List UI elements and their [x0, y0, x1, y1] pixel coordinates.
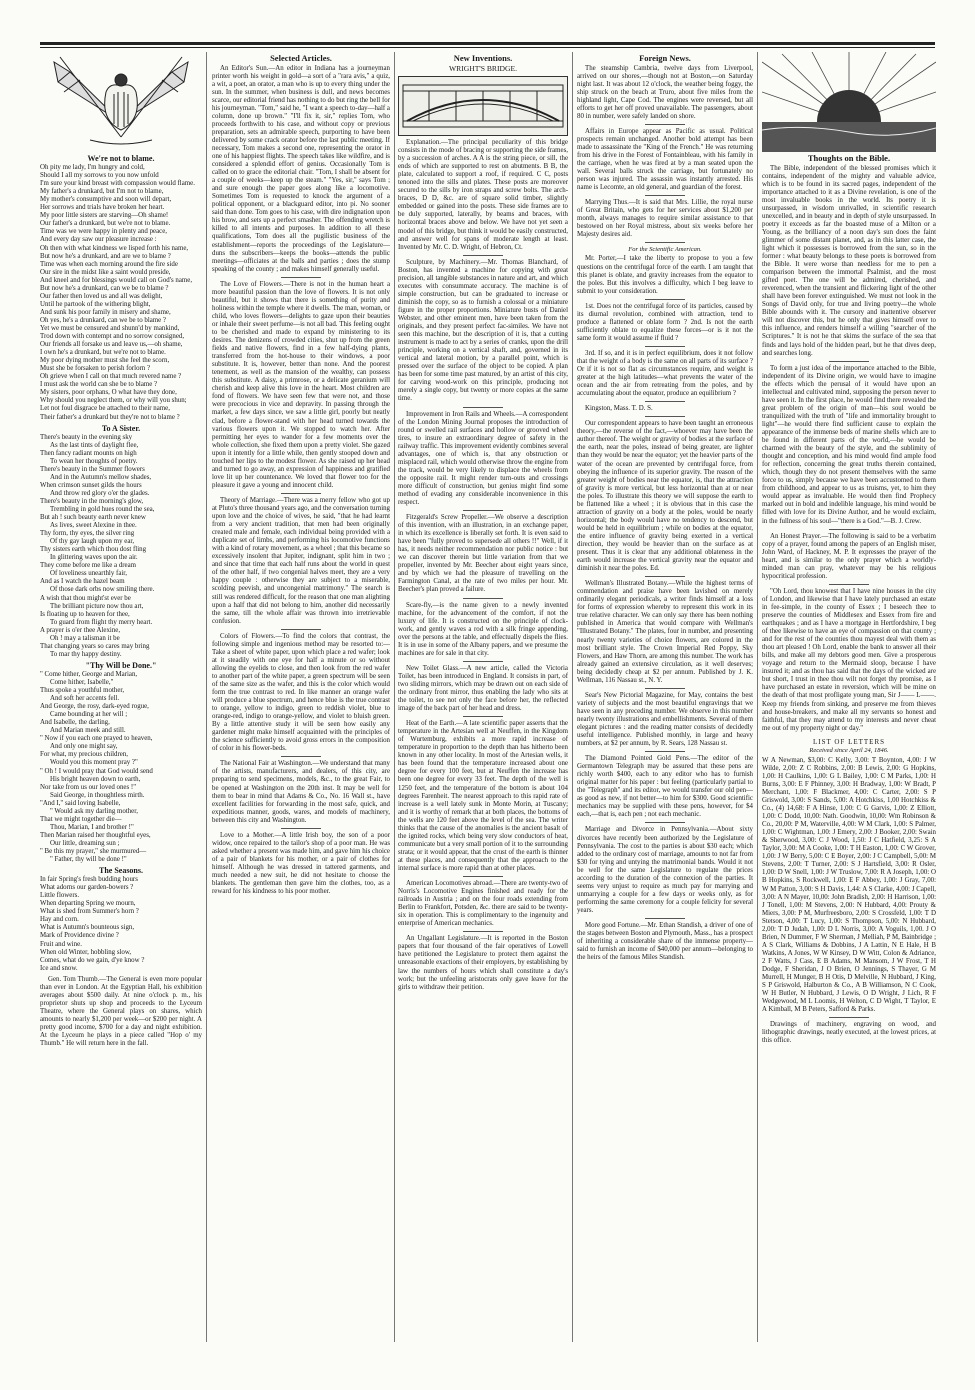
article-paragraph: An Ungallant Legislature.—It is reported in the Boston papers that four thousand of the fair operatives of Lowell have petitioned the Legislature to protect them against the unreasonable exactions of their employers, by establishing by law the numbers of hours which shall constitute a day's work; but the unfeeling aristocrats only gave leave for the girls to withdraw their petition. [398, 935, 568, 991]
article-paragraph: American Locomotives abroad.—There are twenty-two of Norris's Locomotive Engines finished and ready for the railroads in Austria ; and on the four roads extending from Berlin to Frankfort, Potsden, &c. there are said to be twenty-six in operation. This is complimentary to the ingenuity and enterprise of American mechanics. [398, 880, 568, 928]
poem-line: Came bounding at her will ; [50, 711, 128, 719]
poem-body [40, 876, 202, 973]
letter-paragraph: Kingston, Mass. T. D. S. [585, 405, 653, 413]
letter-body [577, 255, 753, 573]
poem-line: In fair Spring's fresh budding hours [40, 876, 138, 884]
poem-line: Comes, what do we gain, d'ye know ? [40, 956, 145, 964]
poem-title: We're not to blame. [87, 154, 155, 163]
poem-line: I own he's a drunkard, but we're not to blame. [40, 349, 166, 357]
poem-line: Oh grieve when I call on that much revered name ? [40, 373, 182, 381]
article-paragraph: Theory of Marriage.—There was a merry fellow who got up at Pluto's three thousand years ago, and the conversation turning upon love and the choice of wives, he said, "that he had learnt from a very ancient tradition, that men had been originally created male and female, each individual being provided with a duplicate set of limbs, and performing his locomotive functions with a kind of rotary movement, as a wheel ; that this became so excessively insolent that Jupiter, indignant, split him in two ; and since that time that each half runs about the world in quest of the other half, if two congenial halves meet, they are a very happy couple : otherwise they are subject to a miserable, scolding peevish, and uncongenial matrimony." The search is still was rendered difficult, for the reason that one man alighting upon a half that did not belong to him, another did necessarily the same, till the whole affair was thrown into irretrievable confusion. [212, 496, 390, 625]
poem-line: Time was we were happy in plenty and peace, [40, 228, 167, 236]
poem-line: Thou, Marian, I and brother !" [50, 823, 134, 831]
poem-body [40, 434, 202, 659]
article-paragraph: More good Fortune.—Mr. Ethan Standish, a driver of one of the stages between Boston and Plymouth, Mass., has a prospect of inheriting a considerable share of the immense property—said to furnish an income of $40,000 per annum—belonging to the heirs of the famous Miles Standish. [577, 922, 753, 962]
separator [281, 828, 321, 829]
poem-line: My mother's consumptive and soon will depart, [40, 196, 172, 204]
article-list [577, 580, 753, 962]
article-paragraph: Explanation.—The principal peculiarity of this bridge consists in the mode of bracing or supporting the side frames, by a succession of arches. A A is the string piece, or sill, the ends of which are supported to rest on abutments. B B, the plate, calculated to support a roof, if required. C C, posts tenoned into the sills and plates. These posts are moreover secured to the sills by iron straps and screw bolts. The arch-braces, D D, &c. are of square solid timber, slightly embedded or gained into the posts. These side frames are to be duly supported, laterally, by beams and braces, with horizontal braces above and below. We have not yet seen a model of this bridge, but think it would be easily constructed, and answer well for spans of moderate length at least. Invented by Mr. C. D. Wright, of Hebron, Ct. [398, 139, 568, 251]
poem-line: I must ask the world can she be to blame ? [40, 381, 158, 389]
separator [645, 688, 685, 689]
letter-paragraph: Our correspondent appears to have been taught an erroneous theory,—the reverse of the fact,—whoever may have been the author thereof. The weight or gravity of bodies at the surface of the earth, near the poles, instead of being greater, are lighter than they would be near the equator; yet the heavier parts of the water of the ocean are prevented by centrifugal force, from obeying the influence of its superior gravity. The reason of the greater weight of bodies near the equator, is, that the attraction of gravity is more vertical, but less horizontal than at or near the poles. To illustrate this theory we will suppose the earth to be flattened like a wheel ; it is obvious that in this case the attraction of gravity on a body at the poles, would be nearly horizontal; the body would have no tendency to descend, but would be held in equilibrium ; while on bodies at the equator, the entire influence of gravity being exerted in a vertical direction, they would be heavier than on the surface as at present. Thus it is clear that any additional oblateness in the earth would increase the vertical gravity near the equator and diminish it near the poles. Ed. [577, 420, 753, 573]
letters-list-title: LIST OF LETTERS [812, 737, 886, 746]
poem-line: Is floating up to heaven for thee, [40, 610, 130, 618]
column-divider [394, 52, 395, 1342]
section-heading: Foreign News. [639, 53, 691, 63]
poem-line: Ice and snow. [40, 964, 78, 972]
separator [281, 277, 321, 278]
article-paragraph: Marriage and Divorce in Pennsylvania.—About sixty divorces have recently been authorized by the Legislature of Pennsylvania. The cost to the parties is about $30 each; which added to the ordinary cost of marriage, amounts to not far from $30 for tying and untying the matrimonial bands. Would it not be well for the same Legislature to regulate the prices according to the duration of the connexion of the parties. It seems very unjust to require as much pay for marrying and unmarrying a couple for a few days or weeks only, as for performing the same ceremony for a couple felicity for several years. [577, 826, 753, 914]
poem-line: But now he's a drunkard, and are we to blame ? [40, 252, 171, 260]
separator [281, 629, 321, 630]
poem-line: A wish that thou might'st ever be [40, 594, 131, 602]
column-new-inventions [398, 52, 568, 1327]
separator [463, 716, 503, 717]
column-divider [757, 52, 758, 1342]
poem-line: Must she be forsaken to perish forlorn ? [40, 365, 151, 373]
separator [645, 195, 685, 196]
article-paragraph: An Editor's Sun.—An editor in Indiana has a journeyman printer worth his weight in gold—a sort of a "rara avis," a quiz, a wit, a poet, an orator, a man who is up to every thing under the sun. In the summer, when business is dull, and news becomes scarce, our editorial friend has nothing to do but ring the bell for his journeyman. "Tom," said he, "I want a speech to-day—half a column, done up brown." "I'll fix it, sir," replies Tom, who proceeds forthwith to his case, and without copy or previous preparation, sets an admirable speech, purporting to have been delivered by some crack orator before the last public meeting. If necessary, Tom makes a second one, representing the orator in one of his happiest flights. The speech takes like wildfire, and is considered a splendid effort of genius. Occasionally Tom is called on to grace the editorial chair. "Tom, I shall be absent for a couple of weeks—keep up the steam." "Yes, sir," says Tom ; and sure enough the paper goes along like a locomotive. Sometimes Tom is requested to knock the argument of a political opponent, or a blackguard editor, into pi. No sooner said than done. Tom goes to his case, with dire indignation upon his brow, and sets up a perfect smasher. The offending wretch is killed to all intents and purposes. In addition to all these qualifications, Tom does all the pugilistic business of the establishment—reports the proceedings of the Legislature—duns the subscribers—keeps the books—attends the public meetings—officiates at the balls and parties ; does the stump speaking of the county ; and makes himself generally useful. [212, 64, 390, 273]
poem-line: And George, the rosy, dark-eyed rogue, [40, 703, 149, 711]
office-notice: Drawings of machinery, engraving on wood, and lithographic drawings, neatly executed, at the lowest prices, at this office. [762, 1021, 936, 1045]
poem-line: As lives, sweet Alexine in thee. [50, 522, 137, 530]
poem-line: Our father's a drunkard, but we're not to blame. [40, 220, 171, 228]
separator [645, 751, 685, 752]
column-divider [572, 52, 573, 1342]
poem-line: What is shed from Summer's horn ? [40, 908, 139, 916]
poem-line: And throw red glory o'er the glades. [50, 489, 150, 497]
poem-line: Then Marian raised her thoughtful eyes, [40, 831, 151, 839]
poem-line: In glittering waves upon the air. [50, 554, 138, 562]
poem-line: Time was when each morning around the fire side [40, 260, 178, 268]
article-paragraph: The Love of Flowers.—There is not in the human heart a more beautiful passion than the love of flowers. It is not only beautiful, but it shows that there is something of purity and holiness within the temple where it dwells. The man, woman, or child, who loves flowers—delights to gaze upon their beauties or inhale their sweet perfume—is not all bad. This feeling ought to be cherished and made to expand by ministering to its desires. The denizens of crowded cities, shut up from the green fields and native flowers, find in a few half-dying plants, transferred from the hot-house to their windows, a poor substitute. It is, however, better than none. And the poorest tenement, as well as the mansion of the wealthy, can possess this substitute. A daisy, a primrose, or a delicate geranium will cherish and keep alive this love in the heart. Most children are fond of flowers. We have seen few that were not, and those were precocious in vice and depravity. In passing through the market, a few days since, we saw a little girl, poorly but neatly clad, before a flower-stand with her head turned towards the various flowers upon it. We stopped to watch her. After permitting her eyes to wander for a few moments over the whole collection, she fixed them upon a pretty violet. She gazed upon it intently for a little while, then gently stooped down and touched her lips to the modest flower. As she raised up her head and turned to go away, an expression of happiness and gratified love lit up her countenance. We loved that flower too for the pleasure it gave a young and innocent child. [212, 280, 390, 489]
poem-line: Of those dark orbs now smiling there. [50, 586, 155, 594]
article-paragraph: Wellman's Illustrated Botany.—While the highest terms of commendation and praise have been lavished on merely ordinarily elegant periodicals, a writer finds himself at a loss for forms of expression whereby to represent this work in its true relative character. We can only say there has been nothing published in America that would compare with Wellman's "Illustrated Botany." The plates, four in number, and presenting nearly twenty varieties of choice flowers, are colored in the most brilliant style. The Crown Imperial Red Poppy, Sky Flowers, and Haw Thorn, are among this number. The work has already gained an extensive circulation, as it well deserves; being decidedly cheap at $2 per annum. Published by J. K. Wellman, 116 Nassau st., N. Y. [577, 580, 753, 684]
article-paragraph: The Diamond Pointed Gold Pens.—The editor of the Germantown Telegraph may be assured that these pens are richly worth $400, each to any editor who has to furnish original matter for his paper : but feeling (particularly partial to the "Telegraph" and its editor, we would transfer our old pen—as good as new, if not better—to him for $300. Good scientific mechanics may be supplied with these pens, however, for $4 each,—that is, each pen ; not each mechanic. [577, 755, 753, 819]
letter-paragraph: Mr. Porter,—I take the liberty to propose to you a few questions on the centrifugal force of the earth. I am taught that this planet is oblate, and gravity increases from the equator to the poles. But this involves a difficulty, which I beg leave to submit to your consideration. [577, 255, 753, 295]
article-paragraph: Heat of the Earth.—A late scientific paper asserts that the temperature in the Artesian well at Neuffen, in the Kingdom of Wurtemburg, exhibits a more rapid increase of temperature in proportion to the depth than has hitherto been known in any other locality. In most of the Artesian wells, it has been found that the temperature increased about one degree for every 100 feet, but at Neuffen the increase has been one degree for every 33 feet. The depth of the well is 1250 feet, and the temperature of the bottom is about 104 degrees Farenheit. The nearest approach to this rapid rate of increase is a well lately sunk in Monte Morin, at Tuscany; and it is worthy of remark that at both places, the bottoms of the wells are 120 feet above the level of the sea. The writer thinks that the cause of the anomalies is the ancient basalt of the ignited rocks, which being very slow conductors of heat, communicate but a very small portion of it to the surrounding strata; or it would appear, that the crust of the earth is thinner at these places, and consequently that the approach to the internal surface is more rapid than at other places. [398, 720, 568, 872]
poem-line: Nor take from us our loved ones !" [40, 783, 137, 791]
poem-line: " Would ask my darling mother, [50, 807, 138, 815]
poem-line: And soft her accents fell. [50, 695, 120, 703]
poem-line: And Isabelle, the darling, [40, 719, 110, 727]
section-heading: Selected Articles. [270, 53, 332, 63]
poem-line: But now he's a drunkard, can we be to blame ? [40, 284, 169, 292]
article-paragraph: "Oh Lord, thou knowest that I have nine houses in the city of London, and likewise that I have lately purchased an estate in fee-simple, in the county of Essex ; I beseech thee to preserve the counties of Middlesex and Essex from fire and earthquakes ; and as I have a mortgage in Hertfordshire, I beg of thee likewise to have an eye of compassion on that county ; and for the rest of the counties thou mayest deal with them as thou art pleased ! Oh Lord, enable the bank to answer all their bills, and make all my debtors good men. Give a prosperous voyage and return to the Mermaid sloop, because I have insured it; and as thou has said that the days of the wicked are but short, I trust in thee thou wilt not forget thy promise, as I have purchased an estate in reversion, which will be mine on the death of that most profligate young man, Sir J—— L——. Keep my friends from sinking, and preserve me from thieves and house-breakers, and make all my servants so honest and faithful, that they may attend to my interests and never cheat me out of my property night or day." [762, 587, 936, 732]
article-tom-thumb: Gen. Tom Thumb.—The General is even more popular than ever in London. At the Egyptian Hall, his exhibition averages about $500 daily. At nine o'clock p. m., his proprietor shuts up shop and proceeds to the Lyceum Theatre, where the General plays on shares, which amounts to nearly $1,200 per week—or $200 per night. A pretty good income, $700 for a day and night exhibition. At the Lyceum he plays in a piece called "Hop o' my Thumb." He will return here in the fall. [40, 975, 202, 1048]
poem-line: A prayer is o'er thee Alexine, [40, 626, 121, 634]
poem-line: Her sorrows and trials have broken her heart. [40, 204, 165, 212]
article-paragraph: New Toilet Glass.—A new article, called the Victoria Toilet, has been introduced in England. It consists in part, of two sliding mirrors, which may be drawn out on each side of the ordinary front mirror, thus enabling the lady who sits at the toilet, to see not only the face before her, the reflected image of the back part of her head and dress. [398, 664, 568, 713]
poem-line: When crimson sunset gilds the hours [40, 481, 142, 489]
column-divider [206, 52, 207, 1342]
poem-line: When old Winter, hobbling slow, [40, 948, 132, 956]
poem-line: The brilliant picture now thou art, [50, 602, 144, 610]
poem-line: Let not foul disgrace be attached to their name, [40, 405, 170, 413]
article-paragraph: Scare-fly,—is the name given to a newly invented machine, for the advancement of the comfort, if not the luxury of life. It is constructed on the principle of clock-work, and gently waves a rod with a silk fringe appending, over the persons at the table, and effectually dispels the flies. It is in use in some of the Albany papers, and we presume the machines are for sale in that city. [398, 601, 568, 657]
poem-line: Our friends all forsake us and leave us,—oh shame, [40, 341, 183, 349]
separator [281, 493, 321, 494]
lyre-flags-emblem [40, 52, 202, 152]
poem-body [40, 164, 202, 422]
poem-line: Of loveliness unearthly fair, [50, 570, 128, 578]
poem-line: Their father's a drunkard but they're not to blame ? [40, 413, 180, 421]
poem-line: Oh ! may a talisman it be [50, 634, 120, 642]
separator [645, 918, 685, 919]
separator [463, 510, 503, 511]
article-list [212, 65, 390, 897]
separator [645, 416, 685, 417]
poem-line: And kneel and for blessings would call on God's name, [40, 276, 193, 284]
poem-line: Our little, dreaming sun ; [50, 839, 120, 847]
bridge-illustration [398, 76, 568, 136]
poem-line: " Father, thy will be done !" [50, 856, 127, 864]
poem-title: "Thy Will be Done." [85, 660, 157, 670]
article-list [762, 165, 936, 733]
article-paragraph: An Honest Prayer.—The following is said to be a verbatim copy of a prayer, found among the papers of an English miser, John Ward, of Hackney, M. P. It expresses the prayer of the heart, and is similar to the only prayer which a worldly-minded man can pray, whatever may be his religious hypocritical profession. [762, 532, 936, 580]
masthead-rule [40, 42, 935, 45]
section-subheading: WRIGHT'S BRIDGE. [448, 63, 518, 73]
letter-paragraph: 3rd. If so, and it is in perfect equilibrium, does it not follow that the weight of a body is the same on all parts of its surface ? Or if it is not so flat as circumstances require, and weight is greater at the high latitudes—what prevents the water of the ocean and the air from retreating from the poles, and by accumulating about the equator, produce an equilibrium ? [577, 349, 753, 398]
poem-line: Hay and corn. [40, 916, 79, 924]
section-heading: Thoughts on the Bible. [807, 153, 891, 163]
separator [829, 529, 869, 530]
poem-line: To wean her thoughts of poetry. [50, 457, 138, 465]
poem-body [40, 671, 202, 864]
separator [645, 242, 685, 243]
poem-line: Trembling in gold hues round the sea, [50, 506, 155, 514]
poem-line: There's beauty in the morning's glow, [40, 497, 144, 505]
article-paragraph: Sculpture, by Machinery.—Mr. Thomas Blanchard, of Boston, has invented a machine for copying with great precision, all tangible substances in nature and art, and which executes with consummate accuracy. The machine is of simple construction, but can be graduated to increase or diminish the copy, so as to furnish a colossal or a miniature figure in the proper proportions. Miniature busts of Daniel Webster, and other eminent men, have been taken from the originals, and they present perfect fac-similes. We have not seen this machine, but the description of it is, that a cutting instrument is made to act by a series of cranks, upon the drill principle, working on a vertical shaft, and, governed in its vertical and lateral motion, by a parallel point, which is pressed over the surface of the object to be copied. A plan has been for some time past matured, by an artist of this city, for carving wood-work on this principle, producing not merely a single copy, but twenty or more copies at the same time. [398, 258, 568, 403]
poem-line: Yet we must be censured and shunn'd by mankind, [40, 324, 180, 332]
poem-line: As the last tints of daylight flee, [50, 441, 139, 449]
poem-line: I'm sure your kind breast with compassion would flame. [40, 180, 195, 188]
poem-line: There's beauty in the Summer flowers [40, 465, 145, 473]
poem-line: Would you this moment pray ?" [50, 759, 138, 767]
poem-line: What adorns our garden-bowers ? [40, 884, 134, 892]
poem-line: His bright heaven down to earth, [50, 775, 141, 783]
article-paragraph: Fitzgerald's Screw Propeller.—We observe a description of this invention, with an illustration, in an exchange paper, in which its excellence is liberally set forth. It is even said to have been "fully proved to supersede all others !!" Well, if it has, it needs neither recommendation nor public notice : but we can discover therein but little variation from that we propeller, invented by Mr. Beecher about eight years since, and by which we had the pleasure of travelling on the Farmington Canal, at the rate of two miles per hour. Mr. Beecher's plan proved a failure. [398, 514, 568, 594]
poem-line: Then fancy radiant mounts on high [40, 449, 137, 457]
article-paragraph: Marrying Thus.—It is said that Mrs. Lillie, the royal nurse of Great Britain, who gets for her services about $1,200 per month, always manages to require similar assistance to that bestowed on her Royal mistress, about six weeks before her Majesty desires aid. [577, 199, 753, 239]
separator [463, 407, 503, 408]
poem-line: Come hither, Isabelle," [50, 679, 114, 686]
article-list [398, 139, 568, 992]
poem-line: To mar thy happy destiny. [50, 650, 122, 658]
column-selected-articles [212, 52, 390, 1327]
separator [645, 401, 685, 402]
poem-line: Thus spoke a youthful mother, [40, 687, 125, 695]
poem-line: Mark of Providence divine ? [40, 932, 119, 940]
letter-heading: For the Scientific American. [628, 246, 702, 254]
poem-line: Fruit and wine. [40, 940, 82, 948]
poem-line: Oh yes, he's a drunkard, can we be to blame ? [40, 316, 166, 324]
poem-line: Our sire in the midst like a saint would preside, [40, 268, 171, 276]
poem-title: The Seasons. [98, 866, 143, 876]
poem-line: And in the Autumn's mellow shades, [50, 473, 152, 481]
poem-line: My sisters, poor orphans, O what have they done, [40, 389, 177, 397]
poem-line: There's beauty in the evening sky [40, 433, 133, 441]
separator [463, 598, 503, 599]
poem-line: Oh pity me lady, I'm hungry and cold, [40, 164, 145, 172]
separator [645, 822, 685, 823]
article-paragraph: The steamship Cambria, twelve days from Liverpool, arrived on our shores,—though not at Boston,—on Saturday night last. It was about 12 o'clock, the weather being foggy, the ship struck on the beach at Truro, about five miles from the highland light, Cape Cod. The engines were reversed, but all efforts to get her off proved unavailable. The passengers, about 80 in number, were safely landed on shore. [577, 64, 753, 120]
poem-line: To guard from flight thy merry heart. [50, 618, 153, 626]
poem-line: Until he partook of the withering blight, [40, 300, 151, 308]
poem-line: When departing Spring we mourn, [40, 900, 136, 908]
article-paragraph: Colors of Flowers.—To find the colors that contrast, the following simple and ingenious method may be resorted to:—Take a sheet of white paper, upon which place a red wafer; look at it steadily with one eye for half a minute or so without allowing the eyelids to close, and then look from the red wafer to another part of the white paper, a green spectrum will be seen of the same size as the wafer, and this is the color which would form the true contrast to red. In like manner an orange wafer will produce a blue spectrum, and hence blue is the true contrast to orange, yellow to indigo, green to reddish violet, blue to orange-red, indigo to orange-yellow, and violet to bluish green. By a little attentive study it will be seen how easily any gardener might make himself acquainted with the principles of the science sufficiently to avoid gross errors in the composition of color in his flower-beds. [212, 632, 390, 753]
separator [645, 346, 685, 347]
letters-list: W A Newman, $3,00: C Kelly, 3,00: T Boynton, 4,00: J W Wilde, 2,00: Z C Robbins, 2,00: B Lewis, 2,00: G Hopkins, 1,00: H Caulkins, 1,00: G L Bailey, 1,00: C M Parks, 1,00: H Burns, 3,00: E F Phinney, 3,00: H Bradway, 1,00: W Bradt, P Merchant, 1,00: F Blackmer, 4,00: C Carter, 2,00: S P Griswold, 3,00: S Sands, 5,00: A Hotchkiss, 1,00 Hotchkiss & Co., (4) 14,68: F A Hinse, 1,00: C G Garvis, 1,00: Z Elliott, 1,00: C Dodd, 10,00: Nath. Goodwin, 10,00: Wm Robinson & Co., 20,00: P M, Waterville, 4,00: W M Clark, 1,00: S Palmer, 1,00: C Wightman, 1,00: J Emery, 2,00: J Booker, 2,00: Swain & Sherwood, 3,00: C J Wood, 1,50: J C Hatfield, 3,25: S A Taylor, 3,00: M A Cooke, 1,00: T H Easton, 1,00: C W Grover, 1,00: J W Berry, 5,00: C E Boyer, 2,00: J C Campbell, 5,00: M Stevens, 2,00: T Turner, 2,00: S J Hartsfield, 3,00: R Osler, 1,00: D W Snell, 1,00: J W Truslow, 7,00: R A Joseph, 1,00: O B Hopkins, S Rockwell, 1,00: E F Abbey, 1,00: J Gray, 7,00: W M Patton, 3,00: S H Davis, 1,44: A S Clarke, 4,00: J Capell, 3,00: A N Mayer, 10,00: John Bradish, 2,00: H Harrison, 1,00: J Tonell, 1,00: M Stevens, 2,00: N Hubbard, 4,00: Prouty & Miers, 3,00: P M, Murfreesboro, 2,00: S Crossfeld, 1,00: T D Stetson, 4,00: T Lucy, 1,00: S Thompson, 5,00: N Hubbard, 2,00: T D Judah, 1,00: D L Norris, 3,00: A Voguils, 1,00. J O Brien, N Dummer, F W Sherman, J Melliah, P M, Bainbridge ; A S Clark, Williams & Dobbins, J A Lattin, N E Hale, H B Watkins, A Jones, W W Kinsey, D W Witt, Colon & Adriance, 2 F Watts, J Cass, E B Adams, M Mansom, J W Frost, T H Dodge, F Sheridan, J O Brien, O Jennings, S Thayer, G M Murrell, H Munger, B H Otis, D Melville, N Hubbard, J King, S P Griswold, Halburton & Co., A B Williamson, N C Cook, W H Butler, N Hubbard, J Lewis, O D Wright, J Lich, R F Wedgewood, M L Loomis, H Welton, C D Wight, T Taylor, E A Kimball, M B Peters, Safford & Parks. [762, 756, 936, 1014]
separator [463, 876, 503, 877]
separator [463, 255, 503, 256]
separator [463, 931, 503, 932]
poem-line: " Now if you each one prayed to heaven, [40, 735, 153, 743]
separator [463, 661, 503, 662]
poem-line: Thy form, thy eyes, the silver ring [40, 530, 135, 538]
poem-line: My poor little sisters are starving—Oh shame! [40, 212, 169, 220]
masthead-rule-thin [40, 47, 935, 48]
article-paragraph: To form a just idea of the importance attached to the Bible, independent of its Divine origin, we would have to imagine the effects which the perusal of it would have upon an intellectual and cultivated mind, supposing the person never to have seen it. In the first place, he would find there revealed the great problem of the origin of man—his soul would be tranquilized with the truth of "life and immortality brought to light"—he would there find sufficient cause to explain the appearance of the immense beds of marine shells which are to be found in different parts of the world,—he would be charmed with the beauty of the style, and the sublimity of thought and conception, and his mind would find ample food for reflection, concerning the great truths therein contained, which, though they do not present themselves with the same force to us, simply because we have been accustomed to them from childhood, and appear to us as truisms, yet, to him they would appear as invaluable. He would then find Prophecy marked out in bold and indelible language, his mind would be filled with love for its Divine Author, and he would exclaim, in the fullness of his soul—"there is a God."—B. J. Crew. [762, 364, 936, 525]
column-bible [762, 52, 936, 1327]
column-foreign-news [577, 52, 753, 1327]
article-list [577, 65, 753, 240]
poem-line: Trod down with contempt and no sorrow consigned, [40, 333, 185, 341]
section-heading: New Inventions. [453, 53, 513, 63]
poem-line: That changing years so cares may bring [40, 642, 150, 650]
poem-line: And only one might say, [50, 743, 118, 751]
poem-line: "And I," said loving Isabelle, [40, 799, 121, 807]
article-paragraph: Love to a Mother.—A little Irish boy, the son of a poor widow, once repaired to the tailor's shop of a poor man. He was asked whether a present was made him, and gave him his choice of a pair of blankets for his mother, or a pair of clothes for himself. Although he was dressed in tattered garments, and much needed a new suit, he did not hesitate to choose the blankets. The gentleman then gave him the clothes, too, as a reward for his kindness to his poor mother. [212, 831, 390, 896]
poem-line: Thy sisters earth which thou dost fling [40, 546, 147, 554]
poem-title: To A Sister. [101, 423, 141, 433]
separator [829, 361, 869, 362]
poem-line: And sunk his poor family in misery and shame, [40, 308, 171, 316]
article-paragraph: The National Fair at Washington.—We understand that many of the artists, manufacturers, and dealers, of this city, are preparing to send specimens, models, &c., to the great Fair, to be opened at Washington on the 20th inst. It may be well for them to bear in mind that Adams & Co., No. 16 Wall st., have excellent facilities for forwarding in the most safe, quick, and expeditious manner, goods, wares, and models of machinery, between this city and Washington. [212, 760, 390, 824]
sunrise-illustration [762, 52, 936, 152]
poem-line: And Marian meek and still. [50, 727, 126, 735]
poem-line: My poor dying mother must she feel the scorn, [40, 357, 170, 365]
poem-line: " Come hither, George and Marian, [40, 670, 138, 678]
article-paragraph: Improvement in Iron Rails and Wheels.—A correspondent of the London Mining Journal proposes the introduction of round or swelled rail surfaces and hollow or grooved wheel tires, to insure an extraordinary degree of safety in the railway traffic. This improvement evidently combines several advantages, one of which is, that any obstruction or misplaced rail, which would otherwise throw the engine from the track, would be very likely to displace the wheels from the opposite rail. It might render turn-outs and crossings more difficult of construction, but genius might find some method of evading any considerable inconvenience in this respect. [398, 410, 568, 507]
poem-line: For what, my precious children, [40, 751, 129, 759]
poem-line: That we might together die— [40, 815, 122, 823]
separator [829, 584, 869, 585]
letters-list-date: Received since April 24, 1846. [809, 746, 889, 754]
poem-line: " Oh ! I would pray that God would send [40, 767, 153, 775]
article-paragraph: Affairs in Europe appear as Pacific as usual. Political prospects remain unchanged. Another bold attempt has been made to assassinate the "King of the French." He was returning from his drive in the Forest of Fontainbleau, with his family in the carriage, when he was fired at by a man seated upon the wall. Several balls struck the carriage, but fortunately no person was injured. The assassin was instantly arrested. His name is Lecomte, an old general, and guardian of the forest. [577, 127, 753, 192]
poem-line: Our father then loved us and all was delight, [40, 292, 163, 300]
poem-line: My father's a drunkard, but I'm not to blame, [40, 188, 164, 196]
separator [645, 299, 685, 300]
poem-line: Oh then with what kindness we lisped forth his name, [40, 244, 189, 252]
separator [645, 576, 685, 577]
article-paragraph: The Bible, independent of the blessed promises which it contains, independent of the mighty and valuable advice, which is to be found in its sacred pages, independent of the importance attached to it as a Divine revelation, is one of the most invaluable books in the world. Its poetry it is unsurpassed, in wisdom unrivalled, in scientific research unexcelled, and in beauty and in depth of style unsurpassed. In poetry it exceeds as far the boasted muse of a Milton or a Young, as the brilliancy of a noon day's sun does the faint glimmer of some distant planet, and, as in this latter case, the light which it possesses is borrowed from the sun, so in the former : what beauty belongs to these poets is borrowed from the Bible. It were worse than needless for me to pen a comparison between the immortal Psalmist, and the most gifted poet. The one will be admired, cherished, and reverenced, when the transient and flickering light of the other shall have been forever extinguished. We must not look in the Songs of David only, for true and living poetry—the whole Bible abounds with it. The cursory and inattentive observer will not discover this, but he only that gives himself over to this influence, and renders himself a willing "searcher of the Scriptures." It is not he that skims the surface of the sea that finds and lays hold of the hidden pearl, but he that dives deep, and searches long. [762, 164, 936, 357]
separator [829, 1017, 869, 1018]
poem-line: They come before me like a dream [40, 562, 137, 570]
poem-line: Little flowers. [40, 892, 80, 900]
poem-line: " Be this my prayer," she murmured— [40, 847, 147, 855]
letter-paragraph: 1st. Does not the centrifugal force of its particles, caused by its diurnal revolution, combined with attraction, tend to produce a flattened or oblate form ? 2nd. Is not the earth sufficiently oblate to equalize these forces—or is it not the same form it would assume if fluid ? [577, 302, 753, 342]
column-poetry [40, 52, 202, 1327]
separator [281, 756, 321, 757]
poem-line: What is Autumn's bounteous sign, [40, 924, 135, 932]
poem-line: Said George, in thoughtless mirth. [50, 791, 145, 799]
article-paragraph: Sear's New Pictorial Magazine, for May, contains the best variety of subjects and the most beautiful engravings that we have seen in any preceding number. We observe in this number nearly twenty illustrations and embellishments. Several of them elegant pictures : and the reading matter consists of decidedly useful intelligence. Published monthly, in large and heavy numbers, at $2 per annum, by R. Sears, 128 Nassau st. [577, 691, 753, 748]
poem-line: But ah ! such beauty earth never knew [40, 514, 146, 522]
poem-line: Of thy gay laugh upon my ear, [50, 538, 135, 546]
separator [645, 124, 685, 125]
poem-line: And as I watch the hazel beam [40, 578, 125, 586]
poem-line: Why should you neglect them, or why will you shun; [40, 397, 187, 405]
poem-line: And every day saw our pleasure increase : [40, 236, 157, 244]
poem-line: Should I all my sorrows to you now unfold [40, 172, 159, 180]
